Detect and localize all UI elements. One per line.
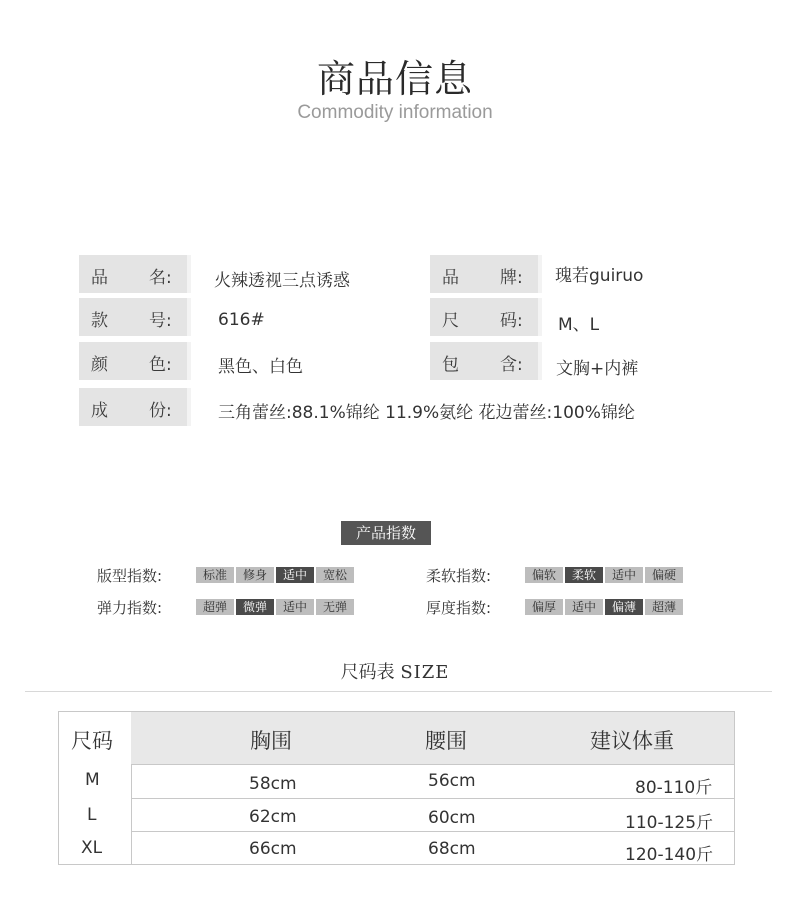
cell-weight: 110-125斤 bbox=[625, 813, 714, 833]
cell-size: M bbox=[85, 770, 100, 790]
index-option: 宽松 bbox=[316, 567, 354, 583]
index-option: 偏软 bbox=[525, 567, 563, 583]
label-brand: 品 牌: bbox=[430, 255, 542, 293]
index-label-thickness: 厚度指数: bbox=[426, 599, 492, 617]
header-bust: 胸围 bbox=[250, 729, 292, 753]
size-title-en: SIZE bbox=[400, 662, 450, 683]
cell-size: L bbox=[87, 805, 97, 825]
product-index-title: 产品指数 bbox=[341, 521, 431, 545]
cell-bust: 62cm bbox=[249, 807, 297, 827]
value-size: M、L bbox=[558, 315, 600, 335]
label-color: 颜 色: bbox=[79, 342, 191, 380]
cell-waist: 56cm bbox=[428, 771, 476, 791]
size-chart-title bbox=[0, 658, 790, 684]
index-option: 柔软 bbox=[565, 567, 603, 583]
value-brand: 瑰若guiruo bbox=[555, 266, 644, 286]
cell-size: XL bbox=[81, 838, 103, 858]
index-option: 超薄 bbox=[645, 599, 683, 615]
index-option: 标准 bbox=[196, 567, 234, 583]
value-model: 616# bbox=[218, 310, 265, 330]
size-title-cn: 尺码表 bbox=[340, 662, 395, 683]
index-option: 适中 bbox=[276, 599, 314, 615]
value-composition: 三角蕾丝:88.1%锦纶 11.9%氨纶 花边蕾丝:100%锦纶 bbox=[218, 403, 635, 423]
label-model: 款 号: bbox=[79, 298, 191, 336]
label-includes: 包 含: bbox=[430, 342, 542, 380]
header-weight: 建议体重 bbox=[590, 729, 674, 753]
index-label-elasticity: 弹力指数: bbox=[97, 599, 163, 617]
index-group-softness bbox=[525, 567, 683, 583]
index-option: 无弹 bbox=[316, 599, 354, 615]
cell-weight: 120-140斤 bbox=[625, 845, 714, 865]
index-option: 修身 bbox=[236, 567, 274, 583]
header-waist: 腰围 bbox=[425, 729, 467, 753]
value-color: 黑色、白色 bbox=[218, 357, 303, 377]
table-row-divider bbox=[131, 764, 734, 765]
header-size: 尺码 bbox=[71, 729, 113, 753]
index-label-fit: 版型指数: bbox=[97, 567, 163, 585]
index-label-softness: 柔软指数: bbox=[426, 567, 492, 585]
index-option: 适中 bbox=[276, 567, 314, 583]
index-group-thickness bbox=[525, 599, 683, 615]
label-size: 尺 码: bbox=[430, 298, 542, 336]
cell-waist: 60cm bbox=[428, 808, 476, 828]
table-row-divider bbox=[131, 798, 734, 799]
divider bbox=[25, 691, 772, 692]
index-option: 偏硬 bbox=[645, 567, 683, 583]
cell-bust: 66cm bbox=[249, 839, 297, 859]
index-option: 超弹 bbox=[196, 599, 234, 615]
index-group-elasticity bbox=[196, 599, 354, 615]
label-name: 品 名: bbox=[79, 255, 191, 293]
index-option: 偏薄 bbox=[605, 599, 643, 615]
cell-weight: 80-110斤 bbox=[635, 778, 713, 798]
cell-bust: 58cm bbox=[249, 774, 297, 794]
index-option: 适中 bbox=[605, 567, 643, 583]
label-composition: 成 份: bbox=[79, 388, 191, 426]
index-group-fit bbox=[196, 567, 354, 583]
table-column-divider bbox=[131, 764, 132, 864]
index-option: 适中 bbox=[565, 599, 603, 615]
size-table bbox=[58, 711, 735, 865]
value-name: 火辣透视三点诱惑 bbox=[214, 271, 350, 291]
page-subtitle: Commodity information bbox=[297, 102, 493, 123]
cell-waist: 68cm bbox=[428, 839, 476, 859]
value-includes: 文胸+内裤 bbox=[556, 359, 639, 379]
index-option: 偏厚 bbox=[525, 599, 563, 615]
page-title: 商品信息 bbox=[316, 57, 473, 101]
index-option: 微弹 bbox=[236, 599, 274, 615]
